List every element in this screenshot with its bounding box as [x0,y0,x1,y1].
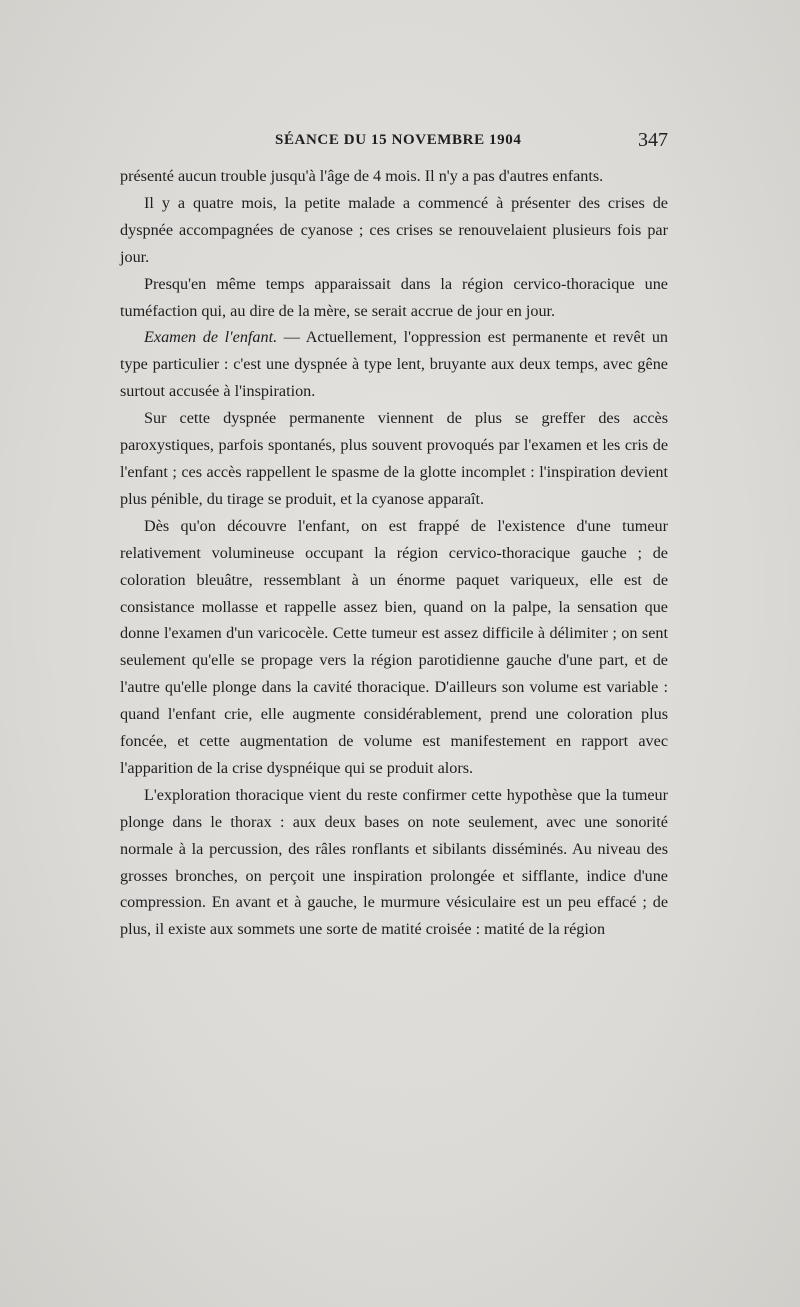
paragraph: Presqu'en même temps apparaissait dans la région cervico-thoracique une tuméfaction qui, au dire de la mère, se serait accrue de jour en jour. [120,274,668,320]
paragraph-text: — Actuellement, l'oppression est permanente et revêt un type particulier : c'est une dyspnée à type lent, bruyante aux deux temps, avec gêne surtout accusée à l'inspiration. [120,328,669,401]
running-head [120,129,668,156]
paragraph-continued: présenté aucun trouble jusqu'à l'âge de 4 mois. Il n'y a pas d'autres enfants. [120,167,604,185]
page-number: 347 [638,129,668,151]
running-head-title: SÉANCE DU 15 NOVEMBRE 1904 [275,132,522,148]
paragraph: L'exploration thoracique vient du reste confirmer cette hypothèse que la tumeur plonge dans le thorax : aux deux bases on note seulement, avec une sonorité normale à la percussion, des râles ronflants et sibilants disséminés. Au niveau des grosses bronches, on perçoit une inspiration prolongée et sifflante, indice d'une compression. En avant et à gauche, le murmure vésiculaire est un peu effacé ; de plus, il existe aux sommets une sorte de matité croisée : matité de la région [120,785,668,939]
paragraph: Sur cette dyspnée permanente viennent de plus se greffer des accès paroxystiques, parfois spontanés, plus souvent provoqués par l'examen et les cris de l'enfant ; ces accès rappellent le spasme de la glotte incomplet : l'inspiration devient plus pénible, du tirage se produit, et la cyanose apparaît. [120,409,668,508]
body-text [120,163,668,943]
paragraph: Dès qu'on découvre l'enfant, on est frappé de l'existence d'une tumeur relativement volumineuse occupant la région cervico-thoracique gauche ; de coloration bleuâtre, ressemblant à un énorme paquet variqueux, elle est de consistance mollasse et rappelle assez bien, quand on la palpe, la sensation que donne l'examen d'un varicocèle. Cette tumeur est assez difficile à délimiter ; on sent seulement qu'elle se propage vers la région parotidienne gauche d'une part, et de l'autre qu'elle plonge dans la cavité thoracique. D'ailleurs son volume est variable : quand l'enfant crie, elle augmente considérablement, prend une coloration plus foncée, et cette augmentation de volume est manifestement en rapport avec l'apparition de la crise dyspnéique qui se produit alors. [120,516,668,777]
section-heading-italic: Examen de l'enfant. [144,328,278,347]
paragraph: Il y a quatre mois, la petite malade a commencé à présenter des crises de dyspnée accompagnées de cyanose ; ces crises se renouvelaient plusieurs fois par jour. [120,193,668,266]
paragraph-examen [120,324,668,405]
